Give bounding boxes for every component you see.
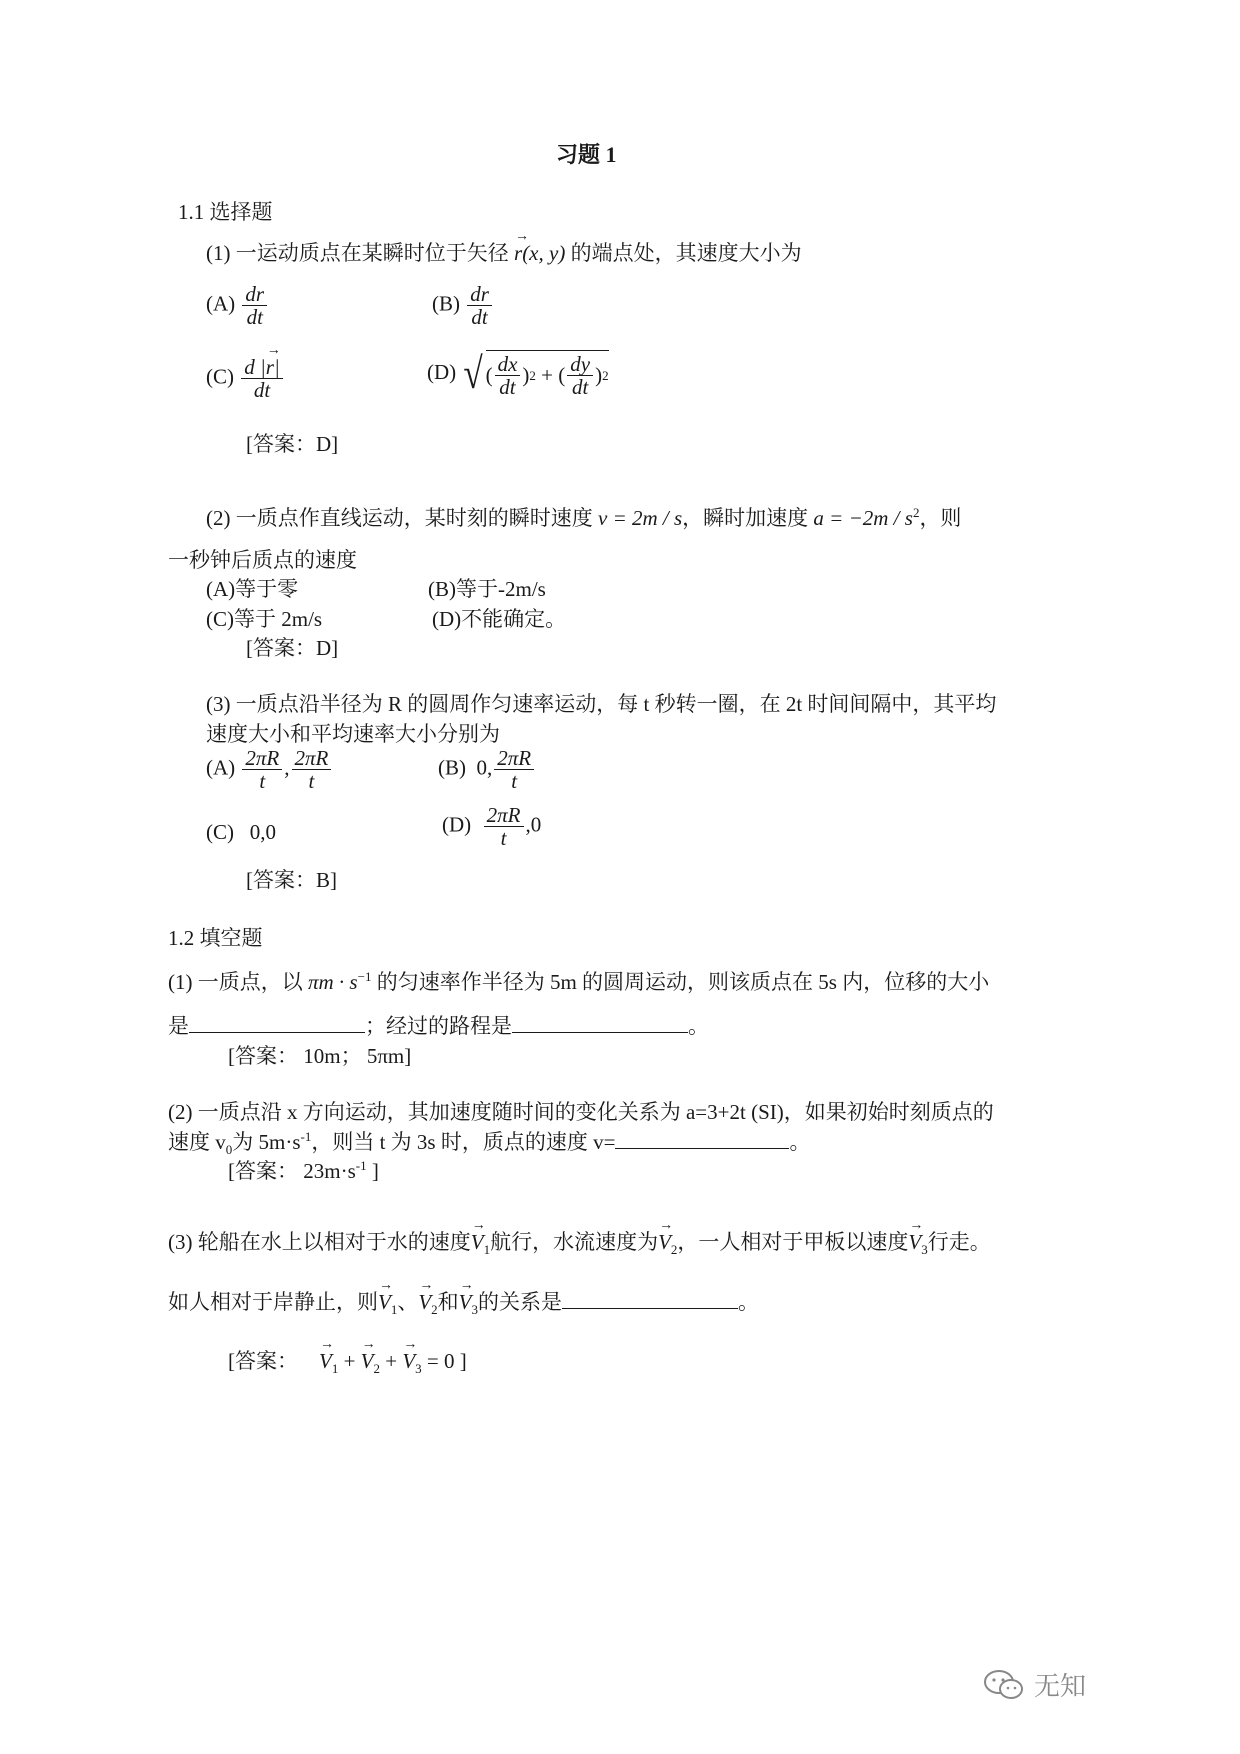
choice-q2-stem-line1: (2) 一质点作直线运动，某时刻的瞬时速度 v = 2m / s，瞬时加速度 $a = -2m / s^2$，则 bbox=[206, 505, 962, 530]
choice-q2-option-c: (C)等于 2m/s bbox=[206, 607, 323, 631]
fill-q2-line1: (2) 一质点沿 x 方向运动，其加速度随时间的变化关系为 a=3+2t (SI)，如果初始时刻质点的 bbox=[168, 1100, 994, 1124]
sqrt-expression: √ ( $\frac{dx}{dt}$ ) 2 + ( $\frac{dy}{dt}$ ) 2 bbox=[463, 349, 609, 400]
fill-q1-line1: (1) 一质点，以 $\pi m \cdot s^{-1}$ 的匀速率作半径为 5m 的圆周运动，则该质点在 5s 内，位移的大小 bbox=[168, 969, 990, 994]
watermark bbox=[982, 1666, 1086, 1703]
fill-blank[interactable] bbox=[512, 1014, 688, 1033]
velocity-eq: v = 2m / s bbox=[598, 506, 683, 530]
option-label-c: (C) bbox=[206, 364, 234, 389]
wechat-icon bbox=[982, 1668, 1026, 1702]
choice-q3-answer: [答案：B] bbox=[246, 868, 337, 892]
fill-blank[interactable] bbox=[562, 1290, 738, 1309]
fill-q2-answer: [答案： $23m\cdot s^{-1}$ ] bbox=[228, 1158, 379, 1183]
fraction-dr-dt: $\frac{dr}{dt}$ bbox=[242, 283, 267, 328]
choice-q3-option-a: (A) $\frac{2\pi R}{t}$ , $\frac{2\pi R}{t}$ bbox=[206, 747, 333, 792]
choice-q1-stem bbox=[206, 237, 802, 267]
choice-q3-option-c: (C) 0,0 bbox=[206, 820, 276, 844]
fill-q3-line2: 如人相对于岸静止，则→ $V_1$、→ $V_2$和→ $V_3$的关系是 。 bbox=[168, 1286, 759, 1318]
choice-q2-stem-line2: 一秒钟后质点的速度 bbox=[168, 548, 357, 572]
vector-r-args: (x, y) bbox=[522, 241, 566, 265]
fraction-dvec-r-dt: $\frac{dr}{dt}$ bbox=[467, 283, 492, 328]
option-label-b: (B) bbox=[432, 291, 460, 316]
option-label-a: (A) bbox=[206, 291, 236, 316]
fill-blank[interactable] bbox=[615, 1130, 789, 1149]
fill-q2-line2: 速度 $v_0$为 $5m\cdot s^{-1}$，则当 t 为 3s 时，质点的速度 v= 。 bbox=[168, 1129, 811, 1158]
fill-q1-line2: 是 ；经过的路程是 。 bbox=[168, 1014, 709, 1038]
choice-q3-stem-line2: 速度大小和平均速率大小分别为 bbox=[206, 722, 500, 746]
choice-q1-stem-pre: (1) 一运动质点在某瞬时位于矢径 bbox=[206, 241, 509, 265]
vector-r: → r bbox=[514, 241, 522, 266]
acceleration-eq: a = −2m / s bbox=[813, 506, 913, 530]
choice-q2-option-a: (A)等于零 bbox=[206, 577, 299, 601]
choice-q2-option-d: (D)不能确定。 bbox=[432, 607, 567, 631]
choice-q1-option-b bbox=[432, 283, 494, 328]
fill-q3-line1: (3) 轮船在水上以相对于水的速度→ $V_1$航行，水流速度为→ $V_2$，一人相对于甲板以速度→ $V_3$行走。 bbox=[168, 1226, 991, 1258]
choice-q2-option-b: (B)等于-2m/s bbox=[428, 577, 546, 601]
choice-q1-stem-post: 的端点处，其速度大小为 bbox=[570, 241, 802, 265]
choice-q3-stem-line1: (3) 一质点沿半径为 R 的圆周作匀速率运动，每 t 秒转一圈，在 2t 时间间隔中，其平均 bbox=[206, 692, 997, 716]
choice-q2-answer: [答案：D] bbox=[246, 636, 339, 660]
section-heading-fill: 1.2 填空题 bbox=[168, 926, 263, 950]
option-label-d: (D) bbox=[427, 359, 457, 384]
watermark-text: 无知 bbox=[1034, 1672, 1087, 1702]
fill-q1-answer: [答案： 10m； 5πm] bbox=[228, 1044, 412, 1068]
choice-q1-option-d bbox=[427, 350, 609, 398]
choice-q3-option-b: (B) 0, $\frac{2\pi R}{t}$ bbox=[438, 747, 536, 792]
fill-q3-answer: [答案： → $V_1$ + → $V_2$ + → $V_3 = 0$ ] bbox=[228, 1345, 467, 1377]
speed-unit: πm · s bbox=[308, 970, 358, 994]
choice-q1-option-c bbox=[206, 356, 285, 401]
page-title: 习题 1 bbox=[556, 142, 617, 167]
section-heading-choice: 1.1 选择题 bbox=[178, 200, 273, 224]
fill-blank[interactable] bbox=[189, 1014, 365, 1033]
choice-q1-answer: [答案：D] bbox=[246, 432, 339, 456]
fraction-d-abs-r-dt: $\frac{d |\to r|}{dt}$ bbox=[241, 356, 283, 401]
choice-q3-option-d: (D) $\frac{2\pi R}{t}$ ,0 bbox=[442, 803, 542, 851]
choice-q1-option-a bbox=[206, 283, 269, 328]
